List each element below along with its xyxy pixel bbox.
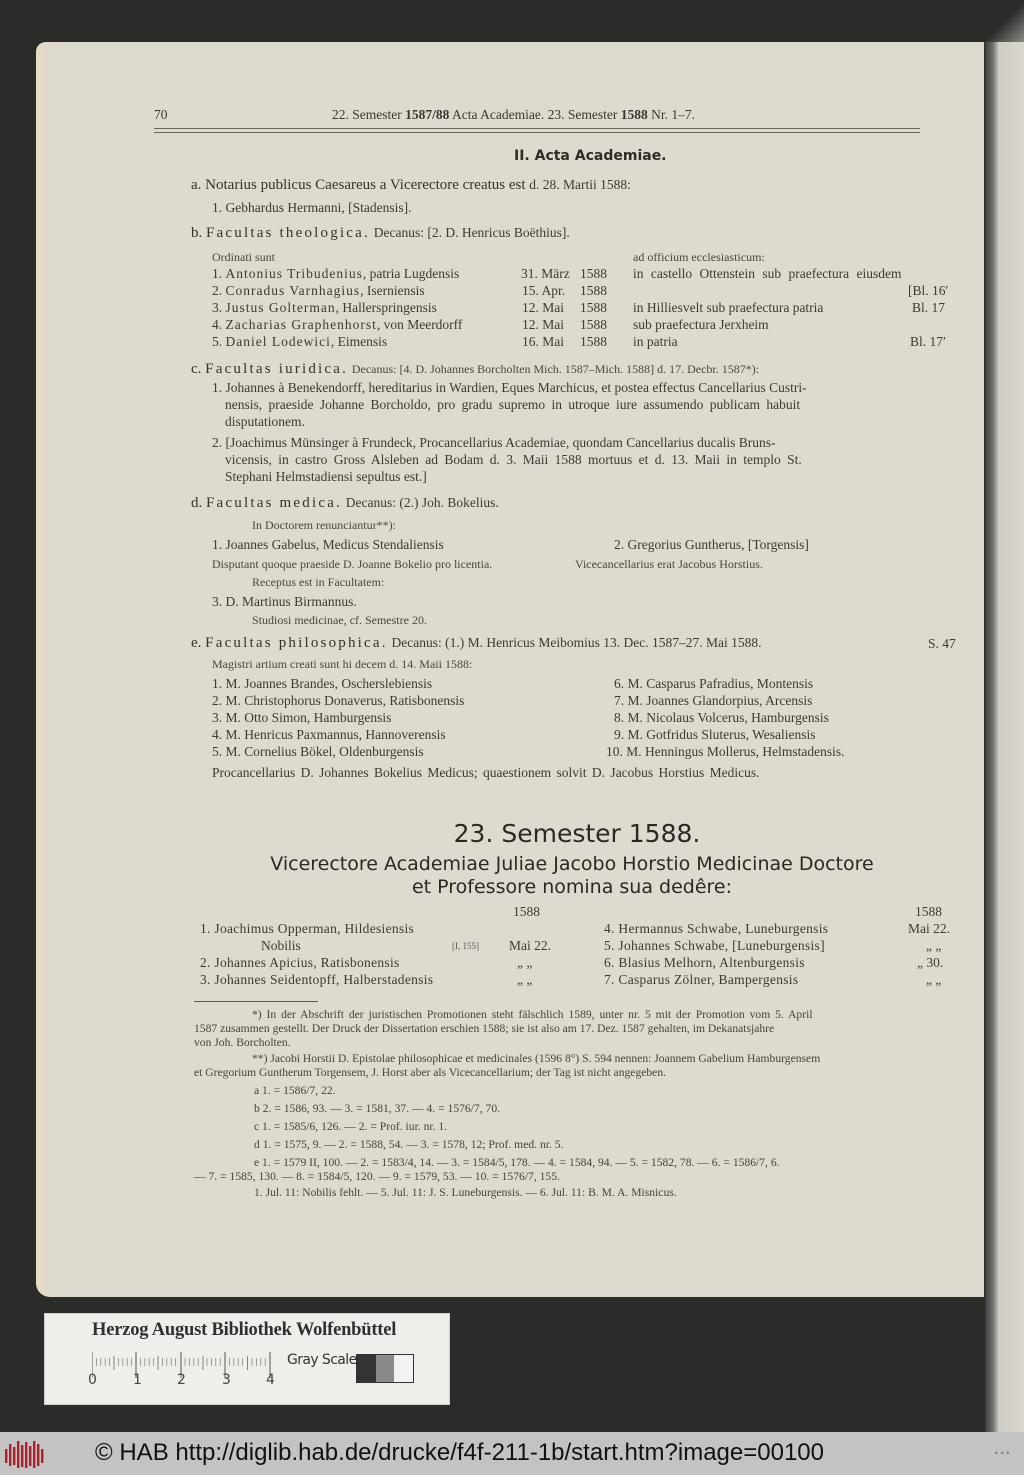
list-date: „ „	[926, 938, 942, 953]
section-e-heading: e. Facultas philosophica. Decanus: (1.) M. Henricus Meibomius 13. Dec. 1587–27. Mai 1588.	[191, 635, 762, 651]
iuridica-item-2-line-1: 2. [Joachimus Münsinger à Frundeck, Procancellarius Academiae, quondam Cancellarius ducalis Bruns-	[212, 435, 776, 450]
gray-scale-label: Gray Scale	[287, 1352, 357, 1368]
crossref-e-line-2: — 7. = 1585, 130. — 8. = 1584/5, 120. — 9. = 1579, 53. — 10. = 1576/7, 155.	[194, 1170, 560, 1183]
list-date: „ „	[517, 972, 533, 987]
medica-item-3: 3. D. Martinus Birmannus.	[212, 594, 357, 609]
list-item: 3. Johannes Seidentopff, Halberstadensis	[200, 972, 434, 987]
footnote-1-line-1: *) In der Abschrift der juristischen Promotionen steht fälschlich 1589, unter nr. 5 mit der Promotion vom 5. April	[252, 1008, 813, 1021]
list-item: 2. Johannes Apicius, Ratisbonensis	[200, 955, 400, 970]
copyright-footer	[0, 1432, 1024, 1475]
list-date: Mai 22.	[509, 938, 551, 953]
hab-card-title: Herzog August Bibliothek Wolfenbüttel	[92, 1320, 397, 1340]
section-b-heading: b. Facultas theologica. Decanus: [2. D. Henricus Boëthius].	[191, 225, 570, 241]
iuridica-item-2-line-3: Stephani Helmstadiensi sepultus est.]	[225, 469, 427, 484]
vicecancellarius-text: Vicecancellarius erat Jacobus Horstius.	[575, 557, 763, 571]
list-item: 7. Casparus Zölner, Bampergensis	[604, 972, 799, 987]
copyright-url: © HAB http://diglib.hab.de/drucke/f4f-211-1b/start.htm?image=00100	[95, 1439, 824, 1466]
iuridica-item-1-line-1: 1. Johannes à Benekendorff, hereditarius in Wardien, Eques Marchicus, et postea effectus Cancellarius Custri-	[212, 380, 807, 395]
footnote-2-line-2: et Gregorium Guntherum Torgensem, J. Horst aber als Vicecancellarium; der Tag ist nicht angegeben.	[194, 1066, 667, 1079]
list-item: 10. M. Henningus Mollerus, Helmstadensis.	[606, 744, 845, 759]
list-item: 5. M. Cornelius Bökel, Oldenburgensis	[212, 744, 424, 759]
gray-scale-swatches	[356, 1354, 414, 1383]
list-item: 8. M. Nicolaus Volcerus, Hamburgensis	[614, 710, 829, 725]
gray-swatch-dark	[357, 1355, 376, 1382]
hab-reference-card: Herzog August Bibliothek Wolfenbüttel 0 1 2 3 4 Gray Scale	[45, 1314, 449, 1404]
hab-logo-icon	[4, 1439, 46, 1469]
facing-page-corner	[985, 0, 1024, 42]
header-rule	[154, 128, 920, 133]
list-item: 4. M. Henricus Paxmannus, Hannoverensis	[212, 727, 446, 742]
list-date: „ „	[517, 955, 533, 970]
list-item: 1. M. Joannes Brandes, Oscherslebiensis	[212, 676, 433, 691]
magistri-intro: Magistri artium creati sunt hi decem d. 14. Maii 1588:	[212, 657, 473, 671]
list-date: Mai 22.	[908, 921, 950, 936]
list-item: 2. M. Christophorus Donaverus, Ratisbonensis	[212, 693, 465, 708]
iuridica-item-1-line-3: disputationem.	[225, 414, 305, 429]
list-item: 4. Hermannus Schwabe, Luneburgensis	[604, 921, 829, 936]
list-ref: [I, 155]	[452, 941, 479, 951]
list-item: 3. M. Otto Simon, Hamburgensis	[212, 710, 392, 725]
year-right: 1588	[915, 904, 942, 919]
crossref-b: b 2. = 1586, 93. — 3. = 1581, 37. — 4. = 1576/7, 70.	[254, 1102, 501, 1115]
doctor-2: 2. Gregorius Guntherus, [Torgensis]	[614, 537, 809, 552]
officium-header: ad officium ecclesiasticum:	[633, 250, 765, 264]
list-item: 6. M. Casparus Pafradius, Montensis	[614, 676, 814, 691]
list-item: 5. Johannes Schwabe, [Luneburgensis]	[604, 938, 825, 953]
crossref-e-line-1: e 1. = 1579 II, 100. — 2. = 1583/4, 14. — 3. = 1584/5, 178. — 4. = 1584, 94. — 5. = 1582, 78. — 6. = 1586/7, 6.	[254, 1156, 780, 1169]
iuridica-item-2-line-2: vicensis, in castro Gross Alsleben ad Bodam d. 3. Maii 1588 mortuus et d. 13. Maii in templo St.	[225, 452, 802, 467]
semester-subtitle-1: Vicerectore Academiae Juliae Jacobo Horstio Medicinae Doctore	[270, 853, 874, 875]
semester-subtitle-2: et Professore nomina sua dedêre:	[411, 876, 733, 898]
philosophica-ref: S. 47	[928, 636, 956, 651]
list-date: „ „	[926, 972, 942, 987]
footnote-rule	[194, 1001, 318, 1002]
gray-swatch-mid	[376, 1355, 395, 1382]
list-item: 7. M. Joannes Glandorpius, Arcensis	[614, 693, 813, 708]
crossref-d: d 1. = 1575, 9. — 2. = 1588, 54. — 3. = 1578, 12; Prof. med. nr. 5.	[254, 1138, 564, 1151]
studiosi-text: Studiosi medicinae, cf. Semestre 20.	[252, 613, 427, 627]
philosophica-closing: Procancellarius D. Johannes Bokelius Medicus; quaestionem solvit D. Jacobus Horstius Medicus.	[212, 765, 760, 780]
section-a-heading: a. Notarius publicus Caesareus a Vicerectore creatus est d. 28. Martii 1588:	[191, 177, 631, 193]
list-item: Nobilis	[261, 938, 301, 953]
section-a-item: 1. Gebhardus Hermanni, [Stadensis].	[212, 200, 412, 215]
crossref-c: c 1. = 1585/6, 126. — 2. = Prof. iur. nr. 1.	[254, 1120, 448, 1133]
page-number: 70	[154, 107, 168, 122]
list-date: „ 30.	[917, 955, 944, 970]
crossref-a: a 1. = 1586/7, 22.	[254, 1084, 336, 1097]
running-title: 22. Semester 1587/88 Acta Academiae. 23. Semester 1588 Nr. 1–7.	[332, 107, 695, 122]
section-d-heading: d. Facultas medica. Decanus: (2.) Joh. Bokelius.	[191, 495, 499, 511]
corner-mark: •••	[994, 1449, 1012, 1458]
doctor-1: 1. Joannes Gabelus, Medicus Stendaliensis	[212, 537, 444, 552]
list-item: 1. Joachimus Opperman, Hildesiensis	[200, 921, 415, 936]
iuridica-item-1-line-2: nensis, praeside Johanne Borcholdo, pro gradu supremo in utroque iure assumendo publicam habuit	[225, 397, 801, 412]
list-item: 6. Blasius Melhorn, Altenburgensis	[604, 955, 805, 970]
section-c-heading: c. Facultas iuridica. Decanus: [4. D. Johannes Borcholten Mich. 1587–Mich. 1588] d. 17. Decbr. 1587*):	[191, 361, 760, 377]
list-item: 9. M. Gotfridus Sluterus, Wesaliensis	[614, 727, 816, 742]
semester-title: 23. Semester 1588.	[453, 819, 701, 848]
year-left: 1588	[513, 904, 540, 919]
ordinati-header: Ordinati sunt	[212, 250, 275, 264]
footnote-2-line-1: **) Jacobi Horstii D. Epistolae philosophicae et medicinales (1596 8°) S. 594 nennen: Joannem Gabelium Hamburgensem	[252, 1052, 821, 1065]
crossref-julius: 1. Jul. 11: Nobilis fehlt. — 5. Jul. 11: J. S. Luneburgensis. — 6. Jul. 11: B. M. A. Misnicus.	[254, 1186, 677, 1199]
receptus-text: Receptus est in Facultatem:	[252, 575, 385, 589]
disputant-text: Disputant quoque praeside D. Joanne Bokelio pro licentia.	[212, 557, 493, 571]
footnote-1-line-2: 1587 zusammen gestellt. Der Druck der Dissertation erschien 1588; sie ist also am 17. Dez. 1587 gehalten, im Dekanatsjahre	[194, 1022, 775, 1035]
section-title: II. Acta Academiae.	[514, 148, 667, 164]
doctorem-intro: In Doctorem renunciantur**):	[252, 518, 396, 532]
gray-swatch-light	[394, 1355, 413, 1382]
footnote-1-line-3: von Joh. Borcholten.	[194, 1036, 291, 1049]
facing-page-edge	[985, 0, 1024, 1432]
